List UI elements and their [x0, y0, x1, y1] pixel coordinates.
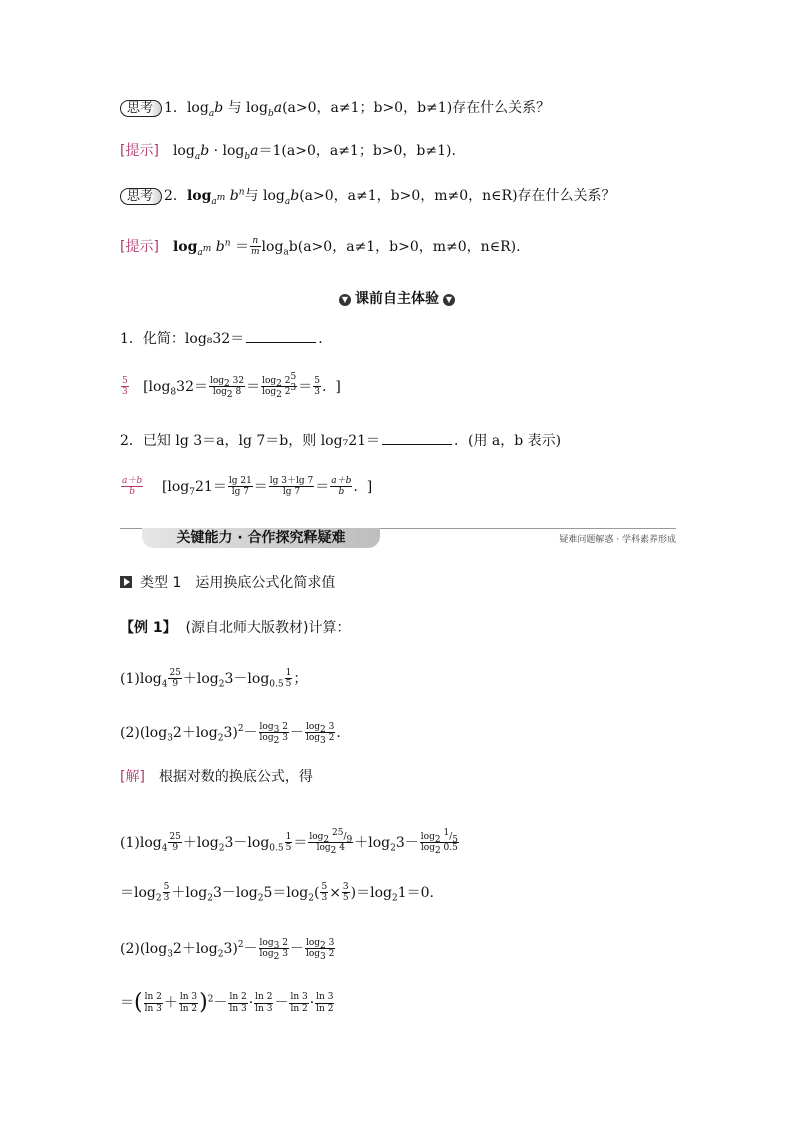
think-question-1: 思考 1．$\log_ab$ 与 $\log_ba(a>0$，a≠1；b>0，b≠1)存在什么关系？ — [120, 100, 550, 117]
hint-label: [提示] — [120, 143, 159, 159]
think-question-2: 思考 2．$\log_{a^m} b^n$与 $\log_ab(a>0$，a≠1，b>0，m≠0，n∈R)存在什么关系？ — [120, 188, 616, 205]
solution-step-2: $=\log_2$ $\frac{5}{3}$ $+\log_23-\log_25=\log_2$( $\frac{5}{3}$ × $\frac{3}{5}$ )$=\log_21=0$. — [120, 882, 434, 904]
solution-step-1: $(1)\log_4$ $\frac{25}{9}$ $+\log_23-\log_{0.5}$ $\frac{1}{5}$ ＝ $\frac{\log_2 ^{25}/_9}{\log_2 4}$ $+\log_23-$ $\frac{\log_2 ^1/_5}{\log_2 0.5}$ — [120, 828, 458, 857]
exercise-2-answer: $\frac{a+b}{b}$ [$\log_721=$ $\frac{\lg 21}{\lg 7}$ ＝ $\frac{\lg 3+\lg 7}{\lg 7}$ ＝ $\frac{a+b}{b}$ . ] — [122, 476, 373, 498]
down-arrow-icon: ▼ — [339, 294, 351, 306]
exercise-2: 2．已知 lg 3＝a，lg 7＝b，则 log₇21＝ ．(用 a，b 表示) — [120, 433, 562, 449]
hint-answer-2: [提示] $\log_{a^m} b^n$ ＝ $\frac{n}{m}$ $\log_ab(a>0$，a≠1，b>0，m≠0，n∈R). — [120, 236, 521, 258]
answer-blank — [382, 444, 452, 445]
solution-step-3: $(2)(\log_32+\log_23)^2-$ $\frac{\log_3 2}{\log_2 3}$ － $\frac{\log_2 3}{\log_3 2}$ — [120, 938, 335, 963]
exercise-1: 1．化简：log₈32＝ . — [120, 331, 323, 347]
solution-step-4: ＝( $\frac{\ln 2}{\ln 3}$ ＋ $\frac{\ln 3}{\ln 2}$ )$^2$－ $\frac{\ln 2}{\ln 3}$ · $\frac{\ln 2}{\ln 3}$ － $\frac{\ln 3}{\ln 2}$ · $\frac{\ln 3}{\ln 2}$ — [120, 990, 334, 1015]
answer-fraction: $\frac{5}{3}$ — [122, 376, 128, 398]
down-arrow-icon: ▼ — [443, 294, 455, 306]
solution: [解] 根据对数的换底公式，得 — [120, 769, 313, 785]
answer-fraction: $\frac{a+b}{b}$ — [122, 476, 143, 498]
section-header — [120, 526, 676, 548]
play-triangle-icon — [120, 576, 132, 588]
solution-label: [解] — [120, 769, 145, 785]
think-tag: 思考 — [120, 188, 162, 205]
answer-blank — [246, 342, 316, 343]
section-title: 关键能力 · 合作探究释疑难 — [142, 528, 380, 548]
type-heading: 类型 1 运用换底公式化简求值 — [120, 576, 335, 590]
example-1-part-2: $(2)(\log_32+\log_23)^2-$ $\frac{\log_3 2}{\log_2 3}$ － $\frac{\log_2 3}{\log_3 2}$ . — [120, 722, 341, 747]
example-1: 【例 1】 (源自北师大版教材)计算： — [120, 620, 351, 636]
think-tag: 思考 — [120, 100, 162, 117]
exercise-1-answer: $\frac{5}{3}$ [$\log_832=$ $\frac{\log_2 32}{\log_2 8}$ ＝ $\frac{\log_2 2^5}{\log_2 2^3}$ ＝ $\frac{5}{3}$ . ] — [122, 372, 341, 401]
hint-answer-1: [提示] $\log_ab \cdot \log_ba=1(a>0$，a≠1；b>0，b≠1). — [120, 143, 456, 162]
pre-class-title: ▼ 课前自主体验 ▼ — [0, 288, 794, 308]
hint-label: [提示] — [120, 238, 159, 255]
section-subtitle: 疑难问题解惑 · 学科素养形成 — [559, 535, 676, 545]
example-1-part-1: $(1)\log_4$ $\frac{25}{9}$ $+\log_23-\log_{0.5}$ $\frac{1}{5}$ ； — [120, 668, 308, 690]
